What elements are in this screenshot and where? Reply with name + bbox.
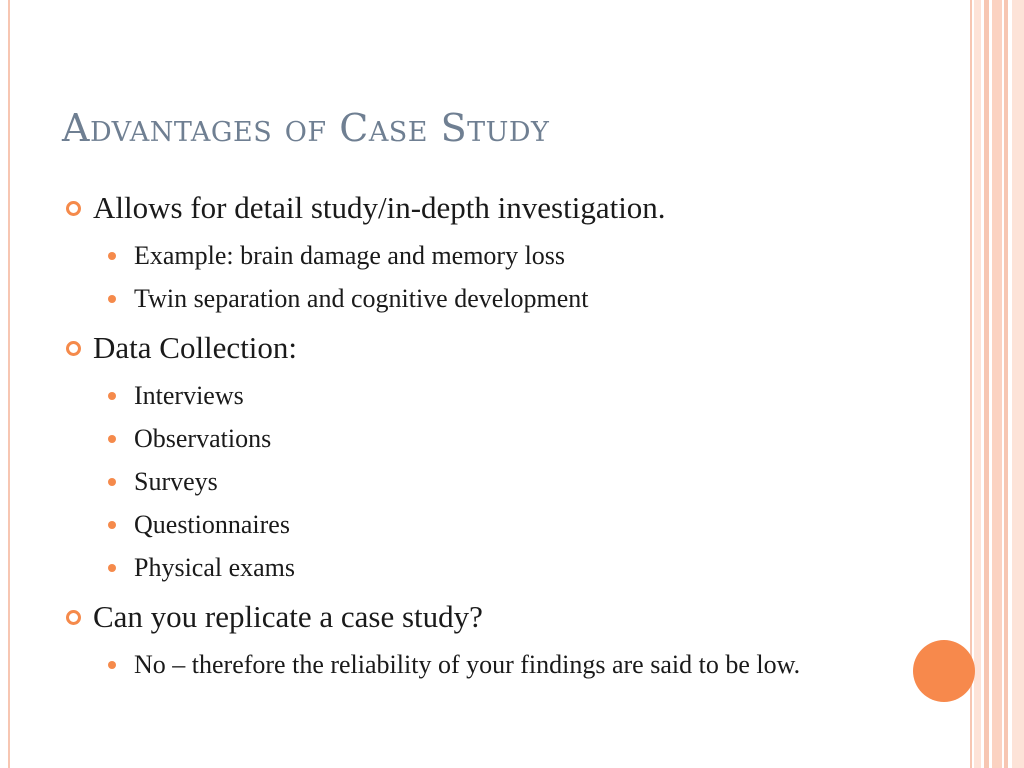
dot-bullet-icon (108, 478, 116, 486)
sub-bullet-text: Surveys (134, 467, 218, 496)
sub-bullet-text: Observations (134, 424, 272, 453)
slide-content (66, 186, 886, 692)
sub-bullet (108, 281, 886, 316)
sub-bullet (108, 421, 886, 456)
dot-bullet-icon (108, 392, 116, 400)
sub-bullet (108, 378, 886, 413)
bullet-text: Can you replicate a case study? (93, 599, 483, 634)
sub-bullet-text: Example: brain damage and memory loss (134, 241, 566, 270)
sub-bullet-text: Physical exams (134, 553, 296, 582)
dot-bullet-icon (108, 295, 116, 303)
sub-bullet-list (108, 378, 886, 585)
dot-bullet-icon (108, 564, 116, 572)
bullet-group-1 (66, 186, 886, 316)
bullet-group-3 (66, 595, 886, 682)
stripe-4 (1004, 0, 1008, 768)
sub-bullet (108, 647, 886, 682)
bullet-text: Data Collection: (93, 330, 298, 365)
dot-bullet-icon (108, 661, 116, 669)
dot-bullet-icon (108, 252, 116, 260)
sub-bullet-text: Twin separation and cognitive development (134, 284, 589, 313)
dot-bullet-icon (108, 435, 116, 443)
sub-bullet-list (108, 238, 886, 316)
sub-bullet-list (108, 647, 886, 682)
slide-title: Advantages of Case Study (62, 106, 550, 150)
ring-bullet-icon (66, 341, 81, 356)
stripe-3 (992, 0, 1002, 768)
sub-bullet (108, 464, 886, 499)
sub-bullet (108, 238, 886, 273)
bullet-group-2 (66, 326, 886, 585)
sub-bullet (108, 507, 886, 542)
stripe-2 (984, 0, 989, 768)
stripe-5 (1012, 0, 1024, 768)
right-decorative-band (974, 0, 1024, 768)
sub-bullet-text: No – therefore the reliability of your findings are said to be low. (134, 650, 801, 679)
bullet-text: Allows for detail study/in-depth investigation. (93, 190, 666, 225)
sub-bullet-text: Questionnaires (134, 510, 290, 539)
stripe-1 (974, 0, 981, 768)
sub-bullet-text: Interviews (134, 381, 244, 410)
orange-circle-icon (913, 640, 975, 702)
ring-bullet-icon (66, 610, 81, 625)
bullet-level1 (66, 186, 886, 230)
ring-bullet-icon (66, 201, 81, 216)
bullet-level1 (66, 595, 886, 639)
bullet-level1 (66, 326, 886, 370)
dot-bullet-icon (108, 521, 116, 529)
sub-bullet (108, 550, 886, 585)
